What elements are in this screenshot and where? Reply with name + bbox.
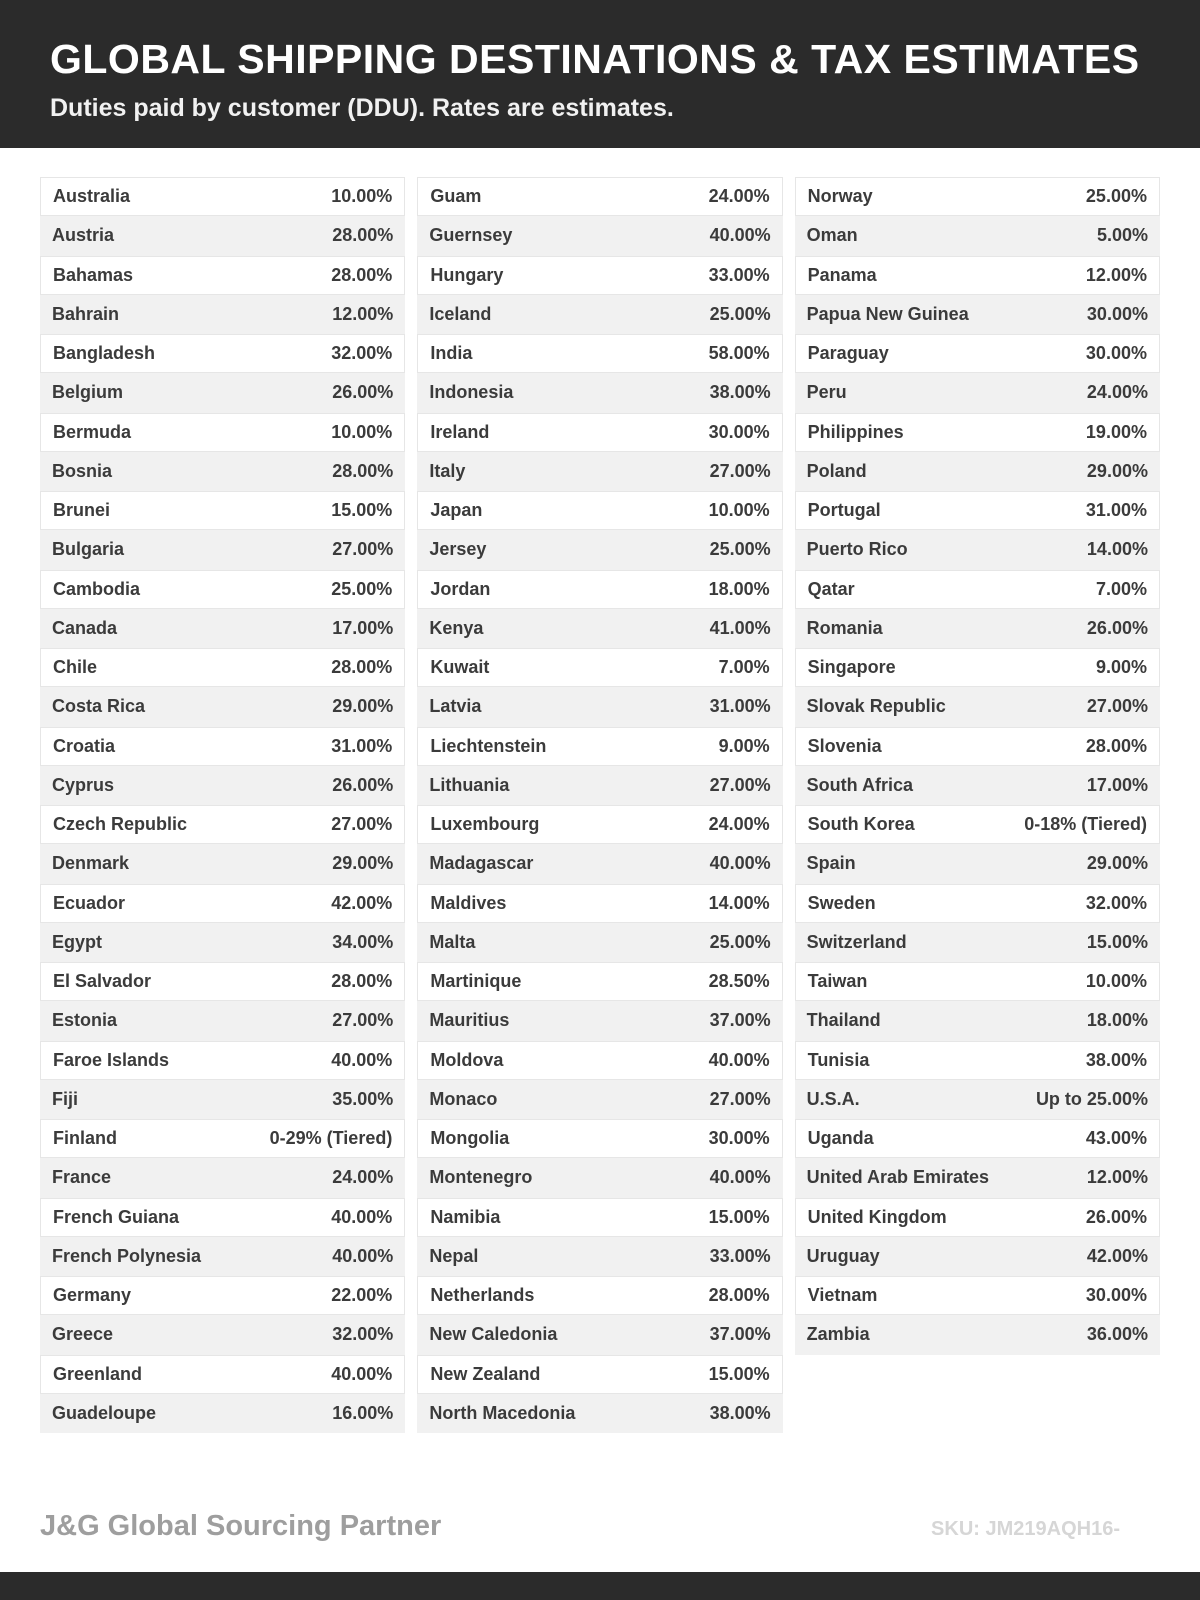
table-row (795, 1001, 1160, 1040)
table-row (795, 295, 1160, 334)
tax-rate: 30.00% (1085, 1285, 1147, 1306)
tax-rate: 9.00% (1095, 657, 1147, 678)
table-row (40, 452, 405, 491)
table-row (417, 1276, 782, 1315)
country-name: Chile (53, 657, 98, 678)
rates-table (40, 177, 1160, 1433)
table-row (40, 256, 405, 295)
tax-rate: 12.00% (1085, 264, 1147, 285)
tax-rate: 38.00% (1085, 1049, 1147, 1070)
tax-rate: Up to 25.00% (1035, 1088, 1148, 1109)
tax-rate: 58.00% (708, 343, 770, 364)
country-name: Zambia (806, 1324, 870, 1345)
table-row (795, 609, 1160, 648)
table-row (417, 216, 782, 255)
country-name: Moldova (430, 1049, 504, 1070)
table-row (40, 687, 405, 726)
country-name: Portugal (807, 500, 881, 521)
table-row (40, 413, 405, 452)
country-name: Kenya (429, 617, 484, 638)
country-name: Uruguay (806, 1245, 880, 1266)
table-row (795, 216, 1160, 255)
table-row (40, 570, 405, 609)
table-row (417, 491, 782, 530)
country-name: Guadeloupe (52, 1402, 157, 1423)
table-row (40, 727, 405, 766)
table-row (40, 1394, 405, 1433)
country-name: Italy (429, 460, 466, 481)
header-banner (0, 0, 1200, 148)
tax-rate: 29.00% (1086, 460, 1148, 481)
country-name: Slovenia (807, 735, 882, 756)
country-name: Montenegro (429, 1167, 533, 1188)
tax-rate: 9.00% (718, 735, 770, 756)
country-name: Japan (430, 500, 483, 521)
table-row (795, 1276, 1160, 1315)
table-row (795, 805, 1160, 844)
country-name: Romania (806, 617, 883, 638)
table-row (417, 1158, 782, 1197)
tax-rate: 36.00% (1086, 1324, 1148, 1345)
tax-rate: 27.00% (1086, 696, 1148, 717)
table-row (417, 1315, 782, 1354)
page-subtitle: Duties paid by customer (DDU). Rates are estimates. (50, 94, 674, 122)
country-name: Bangladesh (53, 343, 156, 364)
table-row (40, 1198, 405, 1237)
country-name: Paraguay (807, 343, 889, 364)
table-row (417, 413, 782, 452)
table-row (417, 530, 782, 569)
tax-rate: 31.00% (709, 696, 771, 717)
tax-rate: 29.00% (332, 696, 394, 717)
country-name: Taiwan (807, 971, 868, 992)
table-row (40, 962, 405, 1001)
table-row (40, 884, 405, 923)
tax-rate: 26.00% (1085, 1206, 1147, 1227)
brand-name: J&G Global Sourcing Partner (40, 1510, 442, 1542)
table-row (40, 844, 405, 883)
tax-rate: 37.00% (709, 1324, 771, 1345)
tax-rate: 16.00% (332, 1402, 394, 1423)
country-name: Panama (807, 264, 877, 285)
country-name: Bulgaria (52, 539, 125, 560)
table-row (795, 1158, 1160, 1197)
tax-rate: 31.00% (331, 735, 393, 756)
country-name: Egypt (52, 931, 103, 952)
table-row (417, 334, 782, 373)
tax-rate: 18.00% (708, 578, 770, 599)
country-name: Cyprus (52, 774, 115, 795)
country-name: Bermuda (53, 421, 132, 442)
tax-rate: 32.00% (1085, 892, 1147, 913)
tax-rate: 28.00% (331, 971, 393, 992)
tax-rate: 37.00% (709, 1010, 771, 1031)
country-name: Namibia (430, 1206, 501, 1227)
tax-rate: 40.00% (708, 1049, 770, 1070)
table-row (795, 884, 1160, 923)
country-name: Bahrain (52, 303, 120, 324)
country-name: French Guiana (53, 1206, 180, 1227)
table-row (795, 844, 1160, 883)
country-name: Jordan (430, 578, 491, 599)
tax-rate: 40.00% (709, 853, 771, 874)
tax-rate: 27.00% (709, 460, 771, 481)
tax-rate: 25.00% (709, 303, 771, 324)
country-name: Poland (806, 460, 867, 481)
tax-rate: 28.50% (708, 971, 770, 992)
country-name: Faroe Islands (53, 1049, 170, 1070)
table-row (795, 334, 1160, 373)
tax-rate: 38.00% (709, 382, 771, 403)
tax-rate: 32.00% (332, 1324, 394, 1345)
table-row (40, 177, 405, 216)
country-name: Bahamas (53, 264, 134, 285)
tax-rate: 24.00% (708, 814, 770, 835)
table-row (417, 884, 782, 923)
tax-rate: 25.00% (1085, 186, 1147, 207)
tax-rate: 41.00% (709, 617, 771, 638)
tax-rate: 28.00% (332, 460, 394, 481)
table-row (417, 452, 782, 491)
country-name: Malta (429, 931, 476, 952)
tax-rate: 33.00% (708, 264, 770, 285)
table-column-2 (417, 177, 782, 1433)
table-row (417, 177, 782, 216)
table-row (795, 648, 1160, 687)
page-title: GLOBAL SHIPPING DESTINATIONS & TAX ESTIMATES (50, 36, 1140, 82)
table-row (40, 766, 405, 805)
table-row (795, 256, 1160, 295)
country-name: Netherlands (430, 1285, 535, 1306)
tax-rate: 28.00% (331, 657, 393, 678)
tax-rate: 15.00% (708, 1363, 770, 1384)
tax-rate: 24.00% (708, 186, 770, 207)
table-row (40, 805, 405, 844)
tax-rate: 30.00% (708, 1128, 770, 1149)
table-row (795, 962, 1160, 1001)
tax-rate: 29.00% (1086, 853, 1148, 874)
country-name: Guernsey (429, 225, 513, 246)
country-name: Madagascar (429, 853, 534, 874)
tax-rate: 40.00% (331, 1206, 393, 1227)
tax-rate: 26.00% (332, 774, 394, 795)
table-row (417, 1237, 782, 1276)
country-name: Estonia (52, 1010, 118, 1031)
table-row (40, 1041, 405, 1080)
country-name: U.S.A. (806, 1088, 860, 1109)
table-row (40, 334, 405, 373)
table-row (417, 766, 782, 805)
tax-rate: 27.00% (332, 539, 394, 560)
tax-rate: 26.00% (1086, 617, 1148, 638)
country-name: Czech Republic (53, 814, 188, 835)
tax-rate: 15.00% (708, 1206, 770, 1227)
table-row (40, 1001, 405, 1040)
tax-rate: 24.00% (332, 1167, 394, 1188)
tax-rate: 32.00% (331, 343, 393, 364)
country-name: Iceland (429, 303, 492, 324)
tax-rate: 10.00% (331, 186, 393, 207)
table-row (40, 491, 405, 530)
country-name: Jersey (429, 539, 487, 560)
table-row (417, 962, 782, 1001)
tax-rate: 24.00% (1086, 382, 1148, 403)
table-row (795, 491, 1160, 530)
country-name: Bosnia (52, 460, 113, 481)
tax-rate: 38.00% (709, 1402, 771, 1423)
country-name: North Macedonia (429, 1402, 576, 1423)
country-name: Norway (807, 186, 873, 207)
tax-rate: 28.00% (332, 225, 394, 246)
tax-rate: 10.00% (708, 500, 770, 521)
country-name: New Caledonia (429, 1324, 558, 1345)
country-name: Maldives (430, 892, 507, 913)
tax-rate: 30.00% (708, 421, 770, 442)
table-row (40, 923, 405, 962)
country-name: Austria (52, 225, 115, 246)
table-row (417, 1394, 782, 1433)
table-row (40, 1315, 405, 1354)
country-name: Peru (806, 382, 847, 403)
country-name: Liechtenstein (430, 735, 547, 756)
table-column-1 (40, 177, 405, 1433)
tax-rate: 18.00% (1086, 1010, 1148, 1031)
country-name: Guam (430, 186, 482, 207)
table-row (795, 923, 1160, 962)
table-row (417, 805, 782, 844)
country-name: India (430, 343, 473, 364)
tax-rate: 42.00% (1086, 1245, 1148, 1266)
table-row (417, 1001, 782, 1040)
table-row (40, 1119, 405, 1158)
country-name: United Arab Emirates (806, 1167, 990, 1188)
country-name: Sweden (807, 892, 876, 913)
country-name: Vietnam (807, 1285, 878, 1306)
tax-rate: 7.00% (1095, 578, 1147, 599)
tax-rate: 19.00% (1085, 421, 1147, 442)
tax-rate: 43.00% (1085, 1128, 1147, 1149)
country-name: Papua New Guinea (806, 303, 969, 324)
country-name: Thailand (806, 1010, 881, 1031)
table-row (417, 923, 782, 962)
table-row (40, 1158, 405, 1197)
country-name: Fiji (52, 1088, 78, 1109)
country-name: Spain (806, 853, 856, 874)
tax-rate: 26.00% (332, 382, 394, 403)
table-row (795, 413, 1160, 452)
country-name: France (52, 1167, 112, 1188)
table-row (40, 295, 405, 334)
table-row (795, 727, 1160, 766)
country-name: Uganda (807, 1128, 874, 1149)
country-name: Qatar (807, 578, 855, 599)
country-name: Switzerland (806, 931, 907, 952)
tax-rate: 28.00% (331, 264, 393, 285)
table-row (795, 1080, 1160, 1119)
table-row (417, 1119, 782, 1158)
table-row (795, 530, 1160, 569)
table-row (417, 609, 782, 648)
tax-rate: 14.00% (708, 892, 770, 913)
table-row (417, 1041, 782, 1080)
tax-rate: 30.00% (1085, 343, 1147, 364)
bottom-bar (0, 1572, 1200, 1600)
sku-label: SKU: JM219AQH16- (931, 1518, 1120, 1540)
table-row (40, 373, 405, 412)
tax-rate: 40.00% (332, 1245, 394, 1266)
tax-rate: 14.00% (1086, 539, 1148, 560)
table-row (40, 609, 405, 648)
tax-rate: 40.00% (331, 1049, 393, 1070)
tax-rate: 34.00% (332, 931, 394, 952)
table-row (417, 373, 782, 412)
country-name: Mauritius (429, 1010, 510, 1031)
country-name: Greece (52, 1324, 114, 1345)
tax-rate: 10.00% (1085, 971, 1147, 992)
table-row (40, 530, 405, 569)
table-row (40, 1237, 405, 1276)
tax-rate: 27.00% (709, 774, 771, 795)
table-row (417, 570, 782, 609)
country-name: Latvia (429, 696, 482, 717)
country-name: Greenland (53, 1363, 143, 1384)
country-name: Croatia (53, 735, 116, 756)
country-name: Germany (53, 1285, 132, 1306)
country-name: Kuwait (430, 657, 490, 678)
country-name: United Kingdom (807, 1206, 947, 1227)
country-name: Mongolia (430, 1128, 510, 1149)
country-name: Ecuador (53, 892, 126, 913)
tax-rate: 22.00% (331, 1285, 393, 1306)
country-name: Luxembourg (430, 814, 540, 835)
table-row (40, 1355, 405, 1394)
table-column-3 (795, 177, 1160, 1433)
tax-rate: 27.00% (709, 1088, 771, 1109)
country-name: Singapore (807, 657, 896, 678)
tax-rate: 27.00% (331, 814, 393, 835)
country-name: Puerto Rico (806, 539, 908, 560)
tax-rate: 25.00% (331, 578, 393, 599)
table-row (417, 687, 782, 726)
country-name: Canada (52, 617, 118, 638)
tax-rate: 15.00% (331, 500, 393, 521)
tax-rate: 5.00% (1096, 225, 1148, 246)
table-row (40, 216, 405, 255)
table-row (417, 1080, 782, 1119)
country-name: Finland (53, 1128, 117, 1149)
tax-rate: 25.00% (709, 539, 771, 560)
table-row (417, 295, 782, 334)
country-name: Monaco (429, 1088, 498, 1109)
country-name: Australia (53, 186, 131, 207)
country-name: Belgium (52, 382, 124, 403)
tax-rate: 28.00% (708, 1285, 770, 1306)
table-row (795, 1119, 1160, 1158)
tax-rate: 30.00% (1086, 303, 1148, 324)
tax-rate: 33.00% (709, 1245, 771, 1266)
tax-rate: 17.00% (332, 617, 394, 638)
country-name: Martinique (430, 971, 522, 992)
table-row (417, 1198, 782, 1237)
tax-rate: 17.00% (1086, 774, 1148, 795)
tax-rate: 12.00% (332, 303, 394, 324)
table-row (795, 1237, 1160, 1276)
table-row (417, 648, 782, 687)
country-name: Lithuania (429, 774, 510, 795)
tax-rate: 25.00% (709, 931, 771, 952)
tax-rate: 42.00% (331, 892, 393, 913)
tax-rate: 0-29% (Tiered) (269, 1128, 393, 1149)
table-row (795, 1315, 1160, 1354)
table-row (795, 452, 1160, 491)
country-name: French Polynesia (52, 1245, 202, 1266)
table-row (795, 687, 1160, 726)
tax-rate: 28.00% (1085, 735, 1147, 756)
table-row (795, 570, 1160, 609)
table-row (417, 1355, 782, 1394)
country-name: Costa Rica (52, 696, 146, 717)
country-name: South Korea (807, 814, 915, 835)
country-name: Ireland (430, 421, 490, 442)
country-name: Indonesia (429, 382, 514, 403)
country-name: Cambodia (53, 578, 141, 599)
table-row (417, 727, 782, 766)
table-row (40, 1276, 405, 1315)
country-name: Oman (806, 225, 858, 246)
tax-rate: 40.00% (331, 1363, 393, 1384)
tax-rate: 12.00% (1086, 1167, 1148, 1188)
table-row (795, 766, 1160, 805)
table-row (795, 373, 1160, 412)
table-row (417, 844, 782, 883)
country-name: Denmark (52, 853, 130, 874)
country-name: Slovak Republic (806, 696, 946, 717)
country-name: New Zealand (430, 1363, 541, 1384)
tax-rate: 40.00% (709, 225, 771, 246)
tax-rate: 40.00% (709, 1167, 771, 1188)
table-row (795, 1041, 1160, 1080)
tax-rate: 29.00% (332, 853, 394, 874)
country-name: Brunei (53, 500, 111, 521)
country-name: Hungary (430, 264, 504, 285)
tax-rate: 15.00% (1086, 931, 1148, 952)
table-row (40, 648, 405, 687)
country-name: Philippines (807, 421, 904, 442)
country-name: El Salvador (53, 971, 152, 992)
tax-rate: 27.00% (332, 1010, 394, 1031)
table-row (417, 256, 782, 295)
country-name: Tunisia (807, 1049, 870, 1070)
table-row (795, 1198, 1160, 1237)
tax-rate: 35.00% (332, 1088, 394, 1109)
table-row (795, 177, 1160, 216)
tax-rate: 0-18% (Tiered) (1024, 814, 1147, 835)
table-row (40, 1080, 405, 1119)
country-name: South Africa (806, 774, 913, 795)
tax-rate: 10.00% (331, 421, 393, 442)
tax-rate: 7.00% (718, 657, 770, 678)
country-name: Nepal (429, 1245, 479, 1266)
tax-rate: 31.00% (1085, 500, 1147, 521)
